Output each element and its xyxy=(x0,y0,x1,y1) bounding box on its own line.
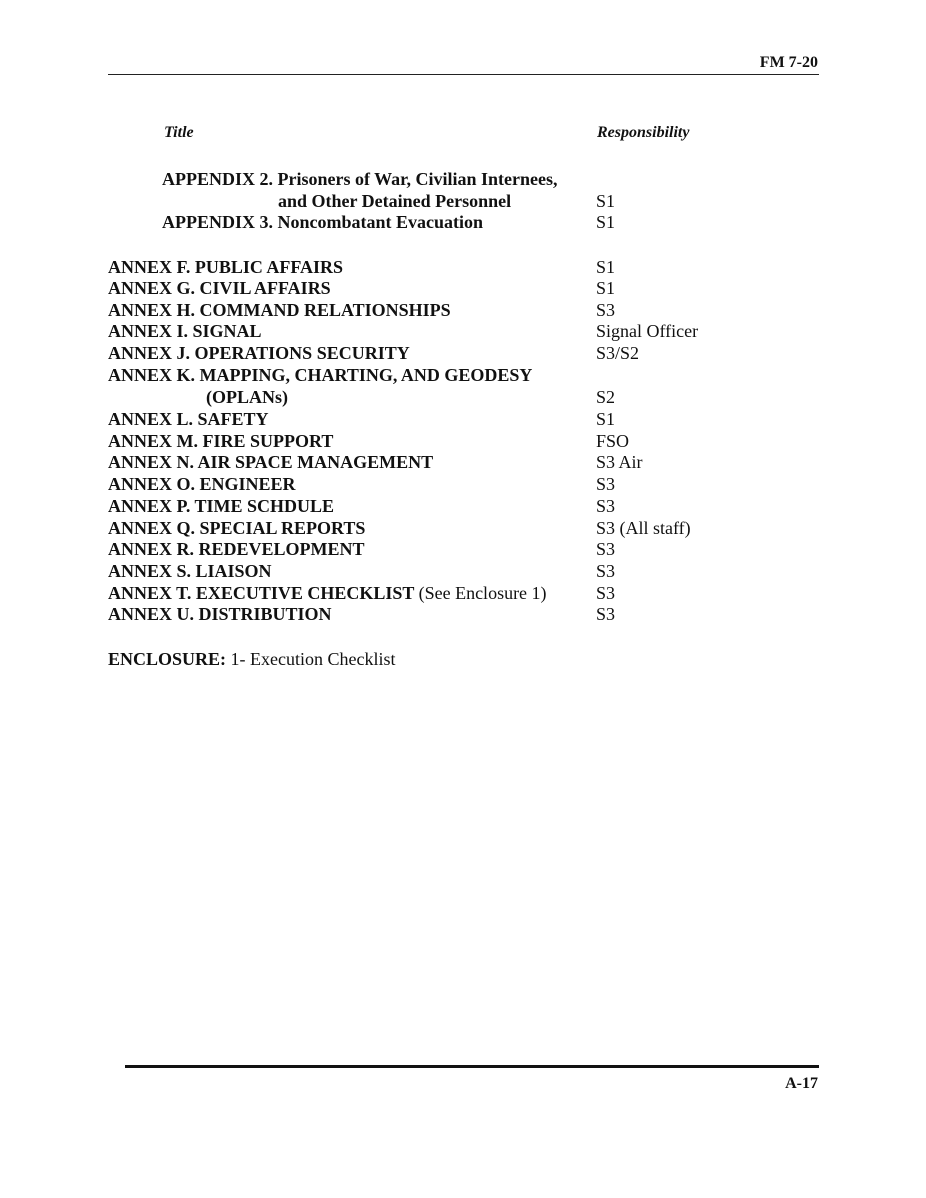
row-title: ANNEX T. EXECUTIVE CHECKLIST xyxy=(108,583,415,603)
table-row xyxy=(108,560,819,582)
table-row xyxy=(108,320,819,342)
row-title: ANNEX R. REDEVELOPMENT xyxy=(108,539,365,559)
title-column-header: Title xyxy=(164,124,194,141)
row-title: ANNEX O. ENGINEER xyxy=(108,474,296,494)
row-responsibility: S2 xyxy=(596,387,616,407)
table-row xyxy=(108,430,819,452)
row-title: ANNEX P. TIME SCHDULE xyxy=(108,496,335,516)
enclosure-line xyxy=(108,648,396,670)
table-row xyxy=(108,256,819,278)
row-title: ANNEX U. DISTRIBUTION xyxy=(108,604,332,624)
row-title: APPENDIX 2. Prisoners of War, Civilian Internees, xyxy=(162,169,558,189)
table-row xyxy=(108,408,819,430)
enclosure-text: 1- Execution Checklist xyxy=(230,649,396,669)
table-row xyxy=(108,495,819,517)
row-responsibility: S3 xyxy=(596,539,616,559)
table-row xyxy=(108,582,819,604)
row-responsibility: S1 xyxy=(596,257,616,277)
table-row xyxy=(108,211,819,233)
table-row xyxy=(108,342,819,364)
row-title: ANNEX M. FIRE SUPPORT xyxy=(108,431,334,451)
row-responsibility: S3 (All staff) xyxy=(596,518,691,538)
row-title: ANNEX L. SAFETY xyxy=(108,409,269,429)
row-title: ANNEX F. PUBLIC AFFAIRS xyxy=(108,257,344,277)
row-responsibility: S3 xyxy=(596,474,616,494)
table-row xyxy=(108,538,819,560)
row-title: ANNEX S. LIAISON xyxy=(108,561,272,581)
row-title: and Other Detained Personnel xyxy=(278,191,512,211)
responsibility-column-header: Responsibility xyxy=(597,124,690,141)
table-row xyxy=(108,451,819,473)
table-row xyxy=(108,517,819,539)
row-responsibility: S3 xyxy=(596,583,616,603)
row-responsibility: Signal Officer xyxy=(596,321,699,341)
row-responsibility: S3 xyxy=(596,300,616,320)
row-title-group xyxy=(108,582,547,604)
row-title: ANNEX K. MAPPING, CHARTING, AND GEODESY xyxy=(108,365,533,385)
row-title: ANNEX N. AIR SPACE MANAGEMENT xyxy=(108,452,434,472)
row-title-note: (See Enclosure 1) xyxy=(418,583,547,603)
row-responsibility: S3 xyxy=(596,604,616,624)
header-rule xyxy=(108,74,819,75)
page-number: A-17 xyxy=(785,1075,818,1092)
row-title: APPENDIX 3. Noncombatant Evacuation xyxy=(162,212,484,232)
row-responsibility: S1 xyxy=(596,278,616,298)
row-responsibility: S1 xyxy=(596,409,616,429)
row-responsibility: S3 xyxy=(596,561,616,581)
row-responsibility: S3/S2 xyxy=(596,343,640,363)
table-row xyxy=(108,603,819,625)
table-row xyxy=(108,190,819,212)
row-title: ANNEX H. COMMAND RELATIONSHIPS xyxy=(108,300,451,320)
row-responsibility: S1 xyxy=(596,212,616,232)
row-title: ANNEX G. CIVIL AFFAIRS xyxy=(108,278,331,298)
row-title: (OPLANs) xyxy=(206,387,288,407)
row-responsibility: FSO xyxy=(596,431,630,451)
table-row xyxy=(108,473,819,495)
row-title: ANNEX J. OPERATIONS SECURITY xyxy=(108,343,410,363)
table-row xyxy=(108,364,819,386)
row-responsibility: S1 xyxy=(596,191,616,211)
table-row xyxy=(108,386,819,408)
row-responsibility: S3 Air xyxy=(596,452,643,472)
table-row xyxy=(108,277,819,299)
row-title: ANNEX I. SIGNAL xyxy=(108,321,262,341)
row-responsibility: S3 xyxy=(596,496,616,516)
document-id: FM 7-20 xyxy=(759,54,818,71)
enclosure-label: ENCLOSURE: xyxy=(108,649,227,669)
row-title: ANNEX Q. SPECIAL REPORTS xyxy=(108,518,366,538)
footer-rule xyxy=(125,1065,819,1068)
table-row xyxy=(108,299,819,321)
table-row xyxy=(108,168,819,190)
